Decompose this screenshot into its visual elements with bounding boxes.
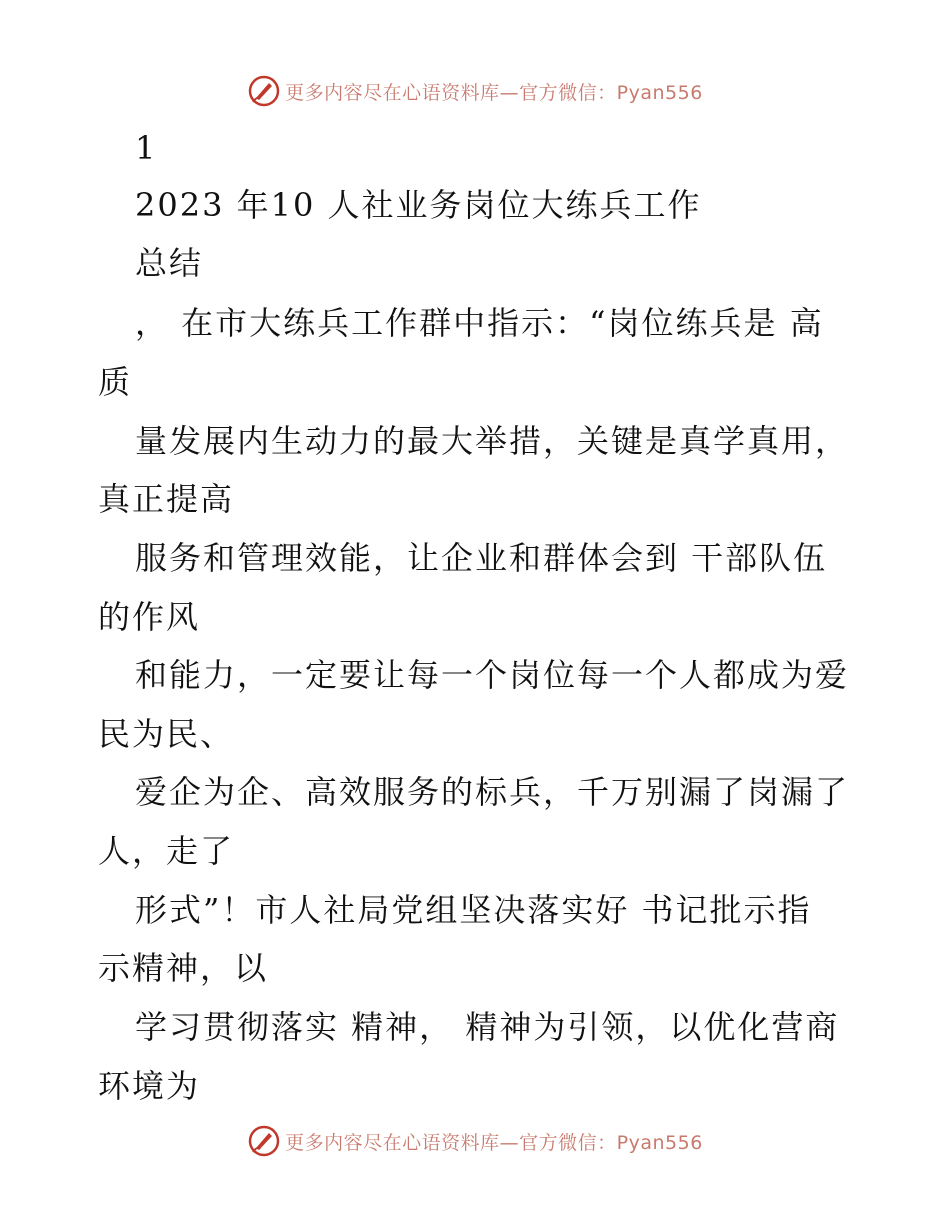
watermark-text: 更多内容尽在心语资料库—官方微信：Pyan556: [285, 1131, 703, 1154]
paragraph-line: 爱企为企、高效服务的标兵，千万别漏了岗漏了: [135, 773, 850, 811]
quill-seal-icon: [247, 1124, 281, 1158]
paragraph-line: 民为民、: [98, 715, 235, 753]
paragraph-line: 服务和管理效能，让企业和群体会到 干部队伍: [135, 539, 828, 577]
paragraph-line: 和能力，一定要让每一个岗位每一个人都成为爱: [135, 656, 850, 694]
paragraph-line: 真正提高: [98, 480, 235, 518]
quill-seal-icon: [247, 74, 281, 108]
doc-title-line-1: 2023 年10 人社业务岗位大练兵工作: [135, 186, 702, 224]
paragraph-line: 形式”！市人社局党组坚决落实好 书记批示指: [135, 891, 812, 929]
paragraph-line: 环境为: [98, 1067, 201, 1105]
paragraph-line: 示精神，以: [98, 949, 269, 987]
paragraph-line: 质: [98, 363, 133, 401]
watermark-banner-bottom: [0, 1121, 950, 1161]
paragraph-line: 人，走了: [98, 832, 235, 870]
paragraph-line: ， 在市大练兵工作群中指示：“岗位练兵是 高: [135, 304, 824, 342]
paragraph-line: 学习贯彻落实 精神， 精神为引领，以优化营商: [135, 1008, 840, 1046]
doc-title-line-2: 总结: [135, 244, 204, 282]
page-number: 1: [135, 129, 158, 167]
paragraph-line: 的作风: [98, 598, 201, 636]
watermark-text: 更多内容尽在心语资料库—官方微信：Pyan556: [285, 81, 703, 104]
watermark-banner-top: [0, 71, 950, 111]
paragraph-line: 量发展内生动力的最大举措，关键是真学真用，: [135, 422, 850, 460]
